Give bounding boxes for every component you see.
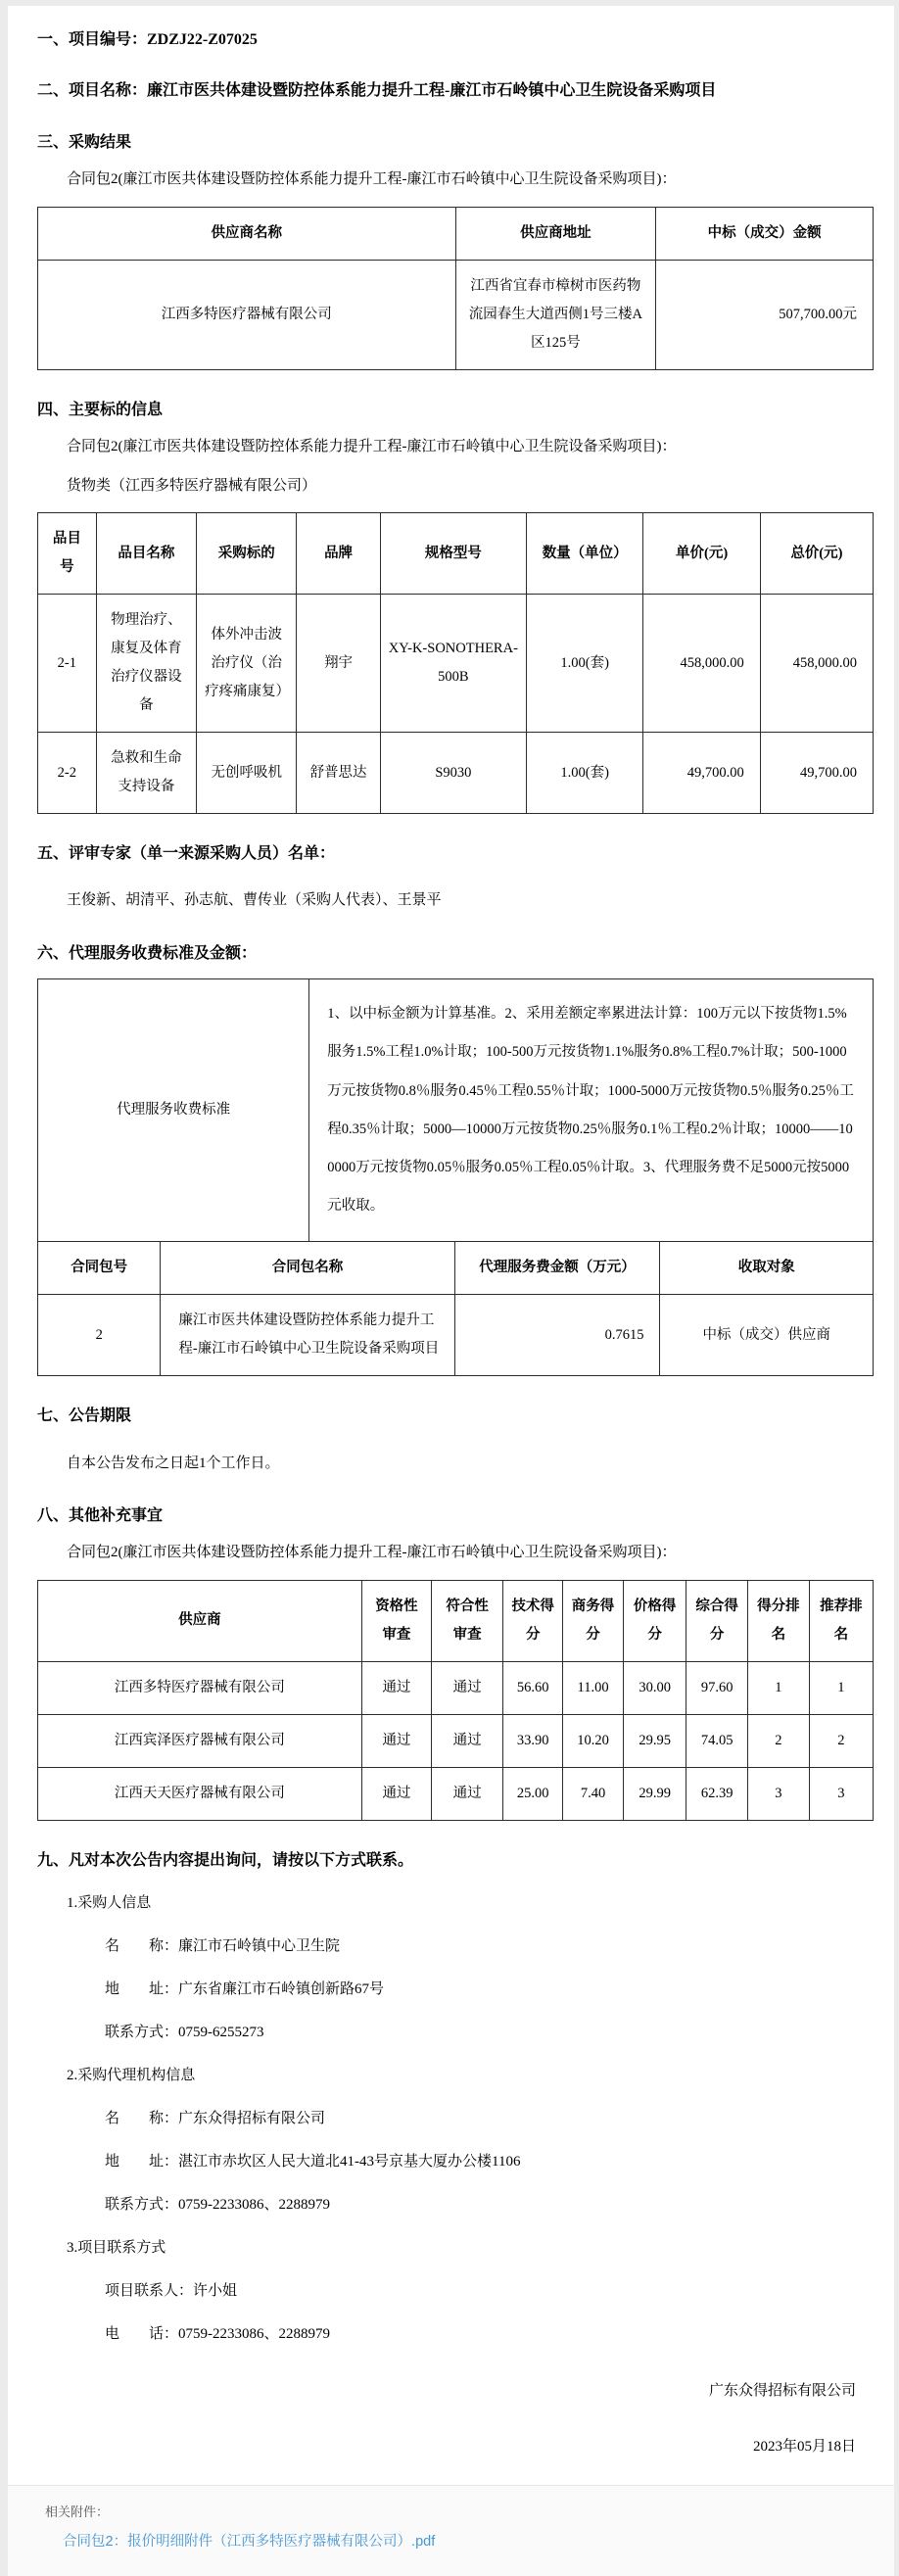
- eval-qualification: 通过: [361, 1714, 431, 1767]
- eval-header-score-rank: 得分排名: [748, 1580, 810, 1661]
- eval-conformity: 通过: [432, 1767, 503, 1820]
- eval-business: 11.00: [563, 1661, 624, 1714]
- section-heading-announcement-period: 七、公告期限: [37, 1407, 132, 1425]
- eval-header-qualification: 资格性审查: [361, 1580, 431, 1661]
- section-heading-project-name: 二、项目名称：廉江市医共体建设暨防控体系能力提升工程-廉江市石岭镇中心卫生院设备采购项目: [37, 82, 717, 100]
- attachment-pdf-link[interactable]: 合同包2：报价明细附件（江西多特医疗器械有限公司）.pdf: [63, 2534, 436, 2551]
- items-header-no: 品目号: [38, 513, 97, 595]
- evaluation-table: [37, 1580, 874, 1821]
- items-table-header-row: [38, 513, 874, 595]
- items-table: [37, 512, 874, 814]
- eval-header-price: 价格得分: [623, 1580, 686, 1661]
- fee-amount-row: [38, 1295, 874, 1376]
- purchaser-phone: 联系方式：0759-6255273: [105, 2025, 264, 2041]
- fee-amount-header-row: [38, 1242, 874, 1295]
- eval-header-technical: 技术得分: [503, 1580, 563, 1661]
- items-header-unit-price: 单价(元): [643, 513, 760, 595]
- fee-header-payer: 收取对象: [660, 1242, 874, 1295]
- fee-standard-row: [38, 979, 874, 1242]
- result-table-header-row: [38, 207, 874, 260]
- eval-business: 10.20: [563, 1714, 624, 1767]
- item-no: 2-2: [38, 733, 97, 814]
- eval-recommend-rank: 3: [809, 1767, 873, 1820]
- eval-header-supplier: 供应商: [38, 1580, 362, 1661]
- expert-names: 王俊新、胡清平、孙志航、曹传业（采购人代表）、王景平: [67, 892, 442, 909]
- eval-score-rank: 2: [748, 1714, 810, 1767]
- item-qty: 1.00(套): [526, 733, 642, 814]
- section-heading-procurement-result: 三、采购结果: [37, 133, 132, 151]
- eval-price: 29.95: [623, 1714, 686, 1767]
- fee-amount-table: [37, 1241, 874, 1376]
- eval-composite: 74.05: [686, 1714, 748, 1767]
- items-table-row: [38, 733, 874, 814]
- eval-technical: 56.60: [503, 1661, 563, 1714]
- items-header-model: 规格型号: [380, 513, 526, 595]
- result-supplier-address: 江西省宜春市樟树市医药物流园春生大道西侧1号三楼A区125号: [455, 260, 656, 369]
- item-name: 急救和生命支持设备: [96, 733, 196, 814]
- items-header-target: 采购标的: [197, 513, 297, 595]
- item-unit-price: 458,000.00: [643, 595, 760, 733]
- result-table: [37, 207, 874, 370]
- evaluation-row: [38, 1767, 874, 1820]
- eval-score-rank: 1: [748, 1661, 810, 1714]
- agency-info-title: 2.采购代理机构信息: [67, 2068, 196, 2084]
- fee-header-package-no: 合同包号: [38, 1242, 161, 1295]
- eval-supplier: 江西天天医疗器械有限公司: [38, 1767, 362, 1820]
- fee-payer: 中标（成交）供应商: [660, 1295, 874, 1376]
- eval-supplier: 江西宾泽医疗器械有限公司: [38, 1714, 362, 1767]
- item-target: 无创呼吸机: [197, 733, 297, 814]
- agency-address: 地 址：湛江市赤坎区人民大道北41-43号京基大厦办公楼1106: [105, 2154, 521, 2171]
- eval-header-conformity: 符合性审查: [432, 1580, 503, 1661]
- item-total-price: 49,700.00: [760, 733, 873, 814]
- eval-composite: 97.60: [686, 1661, 748, 1714]
- item-model: S9030: [380, 733, 526, 814]
- section-heading-agency-fee: 六、代理服务收费标准及金额：: [37, 944, 258, 962]
- section-heading-other-matters: 八、其他补充事宜: [37, 1507, 164, 1525]
- announcement-period-text: 自本公告发布之日起1个工作日。: [67, 1455, 280, 1471]
- result-package-intro: 合同包2(廉江市医共体建设暨防控体系能力提升工程-廉江市石岭镇中心卫生院设备采购项目)：: [67, 171, 677, 188]
- eval-composite: 62.39: [686, 1767, 748, 1820]
- other-matters-package-intro: 合同包2(廉江市医共体建设暨防控体系能力提升工程-廉江市石岭镇中心卫生院设备采购项目)：: [67, 1545, 677, 1561]
- items-header-name: 品目名称: [96, 513, 196, 595]
- item-model: XY-K-SONOTHERA-500B: [380, 595, 526, 733]
- result-header-supplier: 供应商名称: [38, 207, 456, 260]
- result-supplier-name: 江西多特医疗器械有限公司: [38, 260, 456, 369]
- fee-amount-value: 0.7615: [454, 1295, 660, 1376]
- fee-package-no: 2: [38, 1295, 161, 1376]
- fee-header-package-name: 合同包名称: [161, 1242, 454, 1295]
- result-table-row: [38, 260, 874, 369]
- eval-header-business: 商务得分: [563, 1580, 624, 1661]
- fee-standard-table: [37, 978, 874, 1242]
- items-header-brand: 品牌: [297, 513, 380, 595]
- evaluation-row: [38, 1714, 874, 1767]
- eval-price: 30.00: [623, 1661, 686, 1714]
- eval-conformity: 通过: [432, 1661, 503, 1714]
- eval-header-recommend-rank: 推荐排名: [809, 1580, 873, 1661]
- item-no: 2-1: [38, 595, 97, 733]
- eval-recommend-rank: 1: [809, 1661, 873, 1714]
- items-header-qty: 数量（单位）: [526, 513, 642, 595]
- signature-block: [37, 2379, 874, 2456]
- project-contact-phone: 电 话：0759-2233086、2288979: [105, 2326, 330, 2343]
- eval-qualification: 通过: [361, 1661, 431, 1714]
- agency-name: 名 称：广东众得招标有限公司: [105, 2111, 326, 2127]
- eval-technical: 25.00: [503, 1767, 563, 1820]
- evaluation-header-row: [38, 1580, 874, 1661]
- eval-score-rank: 3: [748, 1767, 810, 1820]
- result-header-address: 供应商地址: [455, 207, 656, 260]
- eval-header-composite: 综合得分: [686, 1580, 748, 1661]
- item-brand: 舒普思达: [297, 733, 380, 814]
- signature-date: 2023年05月18日: [752, 2439, 856, 2456]
- result-award-amount: 507,700.00元: [656, 260, 874, 369]
- subject-category: 货物类（江西多特医疗器械有限公司）: [67, 477, 317, 494]
- related-attachments-bar: [8, 2485, 894, 2576]
- evaluation-row: [38, 1661, 874, 1714]
- fee-package-name: 廉江市医共体建设暨防控体系能力提升工程-廉江市石岭镇中心卫生院设备采购项目: [161, 1295, 454, 1376]
- purchaser-address: 地 址：广东省廉江市石岭镇创新路67号: [105, 1981, 385, 1998]
- section-heading-main-subject: 四、主要标的信息: [37, 401, 164, 418]
- section-heading-project-number: 一、项目编号：ZDZJ22-Z07025: [37, 31, 258, 48]
- item-qty: 1.00(套): [526, 595, 642, 733]
- items-header-total-price: 总价(元): [760, 513, 873, 595]
- related-attachments-label: 相关附件：: [45, 2504, 110, 2520]
- subject-package-intro: 合同包2(廉江市医共体建设暨防控体系能力提升工程-廉江市石岭镇中心卫生院设备采购项目)：: [67, 439, 677, 455]
- fee-standard-text: 1、以中标金额为计算基准。2、采用差额定率累进法计算：100万元以下按货物1.5%服务1.5%工程1.0%计取；100-500万元按货物1.1%服务0.8%工程0.7%计取；500-1000万元按货物0.8％服务0.45％工程0.55％计取；1000-5000万元按货物0.5％服务0.25％工程0.35％计取；5000—10000万元按货物0.25％服务0.1％工程0.2％计取；10000——100000万元按货物0.05％服务0.05％工程0.05％计取。3、代理服务费不足5000元按5000元收取。: [309, 979, 874, 1242]
- project-contact-person: 项目联系人：许小姐: [105, 2283, 238, 2300]
- announcement-body: [8, 6, 894, 2485]
- item-name: 物理治疗、康复及体育治疗仪器设备: [96, 595, 196, 733]
- agency-phone: 联系方式：0759-2233086、2288979: [105, 2197, 330, 2214]
- eval-technical: 33.90: [503, 1714, 563, 1767]
- section-heading-experts: 五、评审专家（单一来源采购人员）名单：: [37, 845, 336, 863]
- eval-conformity: 通过: [432, 1714, 503, 1767]
- purchaser-info-title: 1.采购人信息: [67, 1895, 152, 1912]
- section-heading-contact: 九、凡对本次公告内容提出询问，请按以下方式联系。: [37, 1851, 414, 1869]
- eval-qualification: 通过: [361, 1767, 431, 1820]
- purchaser-name: 名 称：廉江市石岭镇中心卫生院: [105, 1938, 341, 1955]
- result-header-amount: 中标（成交）金额: [656, 207, 874, 260]
- fee-header-fee-amount: 代理服务费金额（万元）: [454, 1242, 660, 1295]
- eval-supplier: 江西多特医疗器械有限公司: [38, 1661, 362, 1714]
- item-brand: 翔宇: [297, 595, 380, 733]
- item-unit-price: 49,700.00: [643, 733, 760, 814]
- item-total-price: 458,000.00: [760, 595, 873, 733]
- fee-standard-label: 代理服务收费标准: [38, 979, 309, 1242]
- eval-price: 29.99: [623, 1767, 686, 1820]
- signature-org: 广东众得招标有限公司: [708, 2383, 856, 2400]
- eval-recommend-rank: 2: [809, 1714, 873, 1767]
- project-contact-title: 3.项目联系方式: [67, 2240, 166, 2257]
- announcement-page: [8, 6, 894, 2576]
- items-table-row: [38, 595, 874, 733]
- item-target: 体外冲击波治疗仪（治疗疼痛康复）: [197, 595, 297, 733]
- eval-business: 7.40: [563, 1767, 624, 1820]
